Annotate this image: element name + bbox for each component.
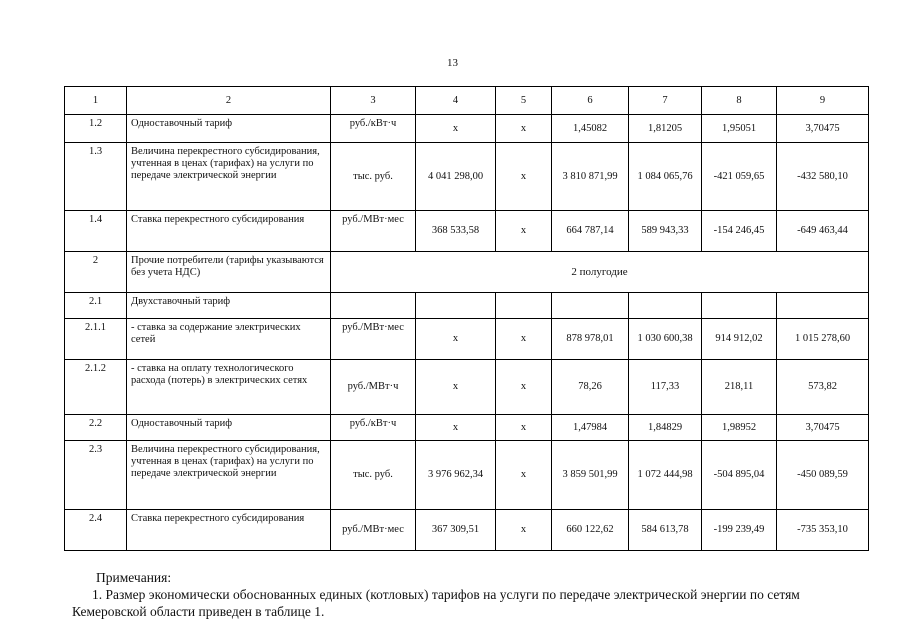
row-unit: руб./МВт·мес — [331, 510, 416, 551]
cell-col5: х — [496, 211, 552, 252]
empty-cell — [552, 293, 629, 319]
cell-col7: 1 030 600,38 — [629, 319, 702, 360]
header-cell: 4 — [416, 87, 496, 115]
table-row — [65, 115, 869, 143]
period-merged-cell: 2 полугодие — [331, 252, 869, 293]
cell-col9: -450 089,59 — [777, 441, 869, 510]
row-name: Одноставочный тариф — [127, 115, 331, 143]
notes-heading: Примечания: — [96, 570, 172, 585]
cell-col4: 3 976 962,34 — [416, 441, 496, 510]
row-unit: руб./кВт·ч — [331, 415, 416, 441]
cell-col6: 1,45082 — [552, 115, 629, 143]
cell-col9: -649 463,44 — [777, 211, 869, 252]
cell-col5: х — [496, 115, 552, 143]
empty-cell — [777, 293, 869, 319]
row-code: 2.2 — [65, 415, 127, 441]
cell-col7: 1 072 444,98 — [629, 441, 702, 510]
row-name: Величина перекрестного субсидирования, учтенная в ценах (тарифах) на услуги по передаче электрической энергии — [127, 143, 331, 211]
cell-col5: х — [496, 319, 552, 360]
row-unit: руб./МВт·мес — [331, 211, 416, 252]
cell-col8: 1,98952 — [702, 415, 777, 441]
row-name: Ставка перекрестного субсидирования — [127, 510, 331, 551]
cell-col4: 367 309,51 — [416, 510, 496, 551]
row-name: Двухставочный тариф — [127, 293, 331, 319]
cell-col9: 3,70475 — [777, 115, 869, 143]
row-code: 1.4 — [65, 211, 127, 252]
row-code: 2.1.1 — [65, 319, 127, 360]
row-unit: руб./МВт·мес — [331, 319, 416, 360]
row-name: Величина перекрестного субсидирования, учтенная в ценах (тарифах) на услуги по передаче электрической энергии — [127, 441, 331, 510]
table-row — [65, 143, 869, 211]
cell-col4: х — [416, 415, 496, 441]
row-unit: руб./кВт·ч — [331, 115, 416, 143]
cell-col4: 368 533,58 — [416, 211, 496, 252]
row-code: 2.1 — [65, 293, 127, 319]
header-cell: 7 — [629, 87, 702, 115]
cell-col9: 573,82 — [777, 360, 869, 415]
header-cell: 3 — [331, 87, 416, 115]
table-row — [65, 415, 869, 441]
cell-col6: 660 122,62 — [552, 510, 629, 551]
row-name: Одноставочный тариф — [127, 415, 331, 441]
empty-cell — [416, 293, 496, 319]
header-cell: 8 — [702, 87, 777, 115]
cell-col7: 584 613,78 — [629, 510, 702, 551]
cell-col8: -421 059,65 — [702, 143, 777, 211]
cell-col6: 78,26 — [552, 360, 629, 415]
page-number: 13 — [447, 57, 458, 69]
table-row — [65, 293, 869, 319]
row-code: 2 — [65, 252, 127, 293]
table-row — [65, 211, 869, 252]
empty-cell — [496, 293, 552, 319]
table-header-row — [65, 87, 869, 115]
empty-cell — [331, 293, 416, 319]
table-row — [65, 319, 869, 360]
cell-col6: 1,47984 — [552, 415, 629, 441]
cell-col9: 1 015 278,60 — [777, 319, 869, 360]
cell-col7: 1,84829 — [629, 415, 702, 441]
header-cell: 6 — [552, 87, 629, 115]
cell-col7: 1 084 065,76 — [629, 143, 702, 211]
cell-col9: 3,70475 — [777, 415, 869, 441]
row-code: 2.1.2 — [65, 360, 127, 415]
cell-col8: -199 239,49 — [702, 510, 777, 551]
header-cell: 1 — [65, 87, 127, 115]
cell-col8: -504 895,04 — [702, 441, 777, 510]
header-cell: 5 — [496, 87, 552, 115]
row-code: 2.3 — [65, 441, 127, 510]
row-code: 2.4 — [65, 510, 127, 551]
table-row — [65, 441, 869, 510]
cell-col6: 664 787,14 — [552, 211, 629, 252]
row-name: - ставка за содержание электрических сетей — [127, 319, 331, 360]
cell-col7: 1,81205 — [629, 115, 702, 143]
cell-col7: 117,33 — [629, 360, 702, 415]
cell-col9: -432 580,10 — [777, 143, 869, 211]
tariff-table — [64, 86, 869, 551]
row-code: 1.3 — [65, 143, 127, 211]
cell-col5: х — [496, 143, 552, 211]
row-unit: тыс. руб. — [331, 441, 416, 510]
header-cell: 2 — [127, 87, 331, 115]
cell-col4: 4 041 298,00 — [416, 143, 496, 211]
cell-col4: х — [416, 115, 496, 143]
cell-col9: -735 353,10 — [777, 510, 869, 551]
cell-col8: -154 246,45 — [702, 211, 777, 252]
cell-col5: х — [496, 415, 552, 441]
row-unit: тыс. руб. — [331, 143, 416, 211]
cell-col8: 1,95051 — [702, 115, 777, 143]
cell-col7: 589 943,33 — [629, 211, 702, 252]
row-code: 1.2 — [65, 115, 127, 143]
cell-col6: 878 978,01 — [552, 319, 629, 360]
table-row — [65, 510, 869, 551]
table-row — [65, 252, 869, 293]
cell-col8: 218,11 — [702, 360, 777, 415]
table-row — [65, 360, 869, 415]
row-name: Прочие потребители (тарифы указываются без учета НДС) — [127, 252, 331, 293]
row-name: - ставка на оплату технологического расхода (потерь) в электрических сетях — [127, 360, 331, 415]
note-item: 1. Размер экономически обоснованных единых (котловых) тарифов на услуги по передаче электрической энергии по сетям Кемеровской области приведен в таблице 1. — [72, 587, 800, 619]
cell-col5: х — [496, 441, 552, 510]
row-unit: руб./МВт·ч — [331, 360, 416, 415]
empty-cell — [702, 293, 777, 319]
empty-cell — [629, 293, 702, 319]
row-name: Ставка перекрестного субсидирования — [127, 211, 331, 252]
cell-col5: х — [496, 510, 552, 551]
cell-col5: х — [496, 360, 552, 415]
notes-section — [72, 569, 872, 620]
header-cell: 9 — [777, 87, 869, 115]
cell-col8: 914 912,02 — [702, 319, 777, 360]
cell-col4: х — [416, 319, 496, 360]
cell-col6: 3 810 871,99 — [552, 143, 629, 211]
cell-col4: х — [416, 360, 496, 415]
cell-col6: 3 859 501,99 — [552, 441, 629, 510]
